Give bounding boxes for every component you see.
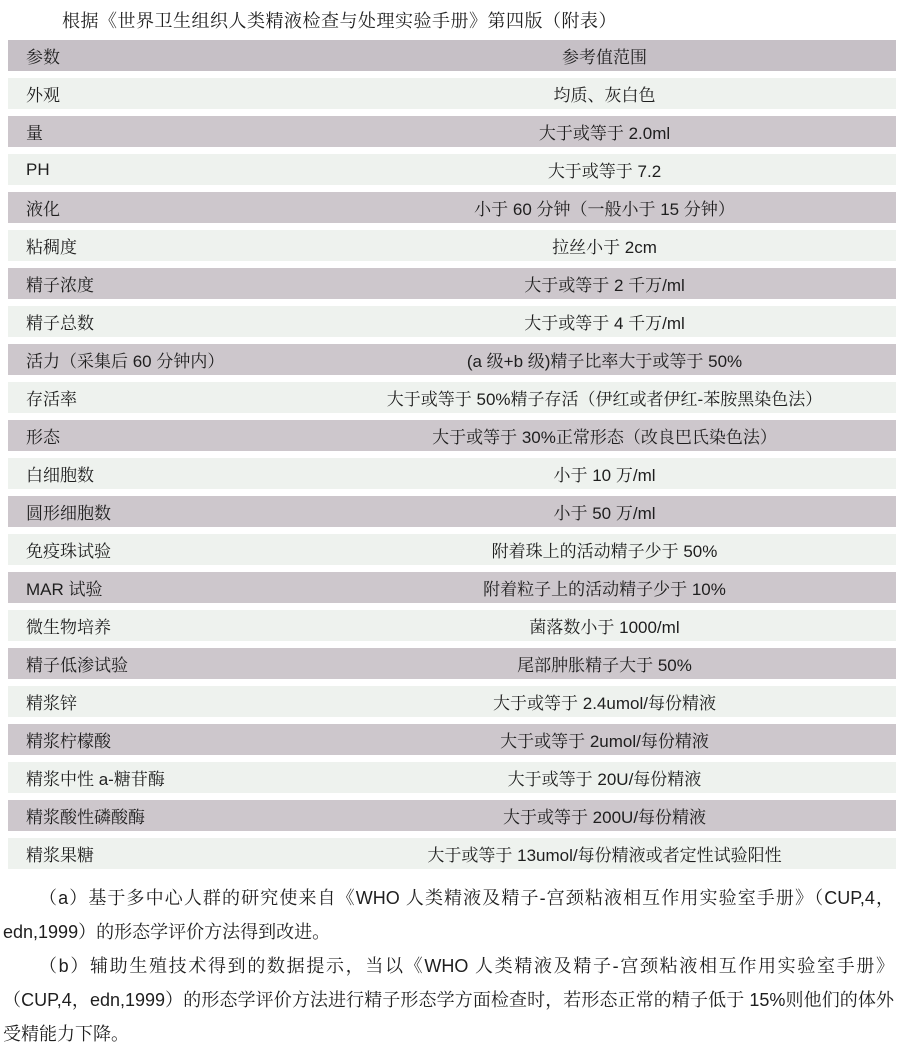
table-row	[8, 230, 896, 261]
table-body	[8, 78, 896, 869]
value-cell: 大于或等于 2.4umol/每份精液	[493, 694, 716, 713]
value-cell: 大于或等于 2umol/每份精液	[500, 732, 709, 751]
table-row	[8, 268, 896, 299]
param-cell: 精子低渗试验	[26, 656, 128, 675]
value-cell: 大于或等于 2.0ml	[538, 124, 671, 143]
page-title: 根据《世界卫生组织人类精液检查与处理实验手册》第四版（附表）	[62, 11, 617, 31]
param-cell: 形态	[26, 428, 60, 447]
table-row	[8, 344, 896, 375]
value-cell: 大于或等于 13umol/每份精液或者定性试验阳性	[427, 846, 782, 865]
value-cell: 均质、灰白色	[553, 86, 656, 105]
param-cell: 活力（采集后 60 分钟内）	[26, 352, 225, 371]
value-cell: (a 级+b 级)精子比率大于或等于 50%	[466, 352, 743, 371]
param-cell: 精子总数	[26, 314, 94, 333]
value-cell: 大于或等于 7.2	[547, 162, 662, 181]
table-row	[8, 192, 896, 223]
column-header-param: 参数	[26, 48, 60, 67]
value-cell: 小于 60 分钟（一般小于 15 分钟）	[474, 200, 735, 219]
value-cell: 附着粒子上的活动精子少于 10%	[483, 580, 726, 599]
param-cell: 精子浓度	[26, 276, 94, 295]
footnote: （a）基于多中心人群的研究使来自《WHO 人类精液及精子-宫颈粘液相互作用实验室手册》（CUP,4，edn,1999）的形态学评价方法得到改进。	[3, 888, 894, 942]
value-cell: 小于 10 万/ml	[553, 466, 656, 485]
param-cell: 精浆中性 a-糖苷酶	[26, 770, 165, 789]
value-cell: 菌落数小于 1000/ml	[529, 618, 680, 637]
table-row	[8, 762, 896, 793]
param-cell: 粘稠度	[26, 238, 77, 257]
param-cell: PH	[26, 159, 50, 179]
table-row	[8, 572, 896, 603]
value-cell: 大于或等于 20U/每份精液	[507, 770, 702, 789]
param-cell: MAR 试验	[26, 580, 103, 599]
table-row	[8, 648, 896, 679]
value-cell: 小于 50 万/ml	[553, 504, 656, 523]
value-cell: 附着珠上的活动精子少于 50%	[491, 542, 718, 561]
param-cell: 量	[26, 124, 43, 143]
value-cell: 大于或等于 30%正常形态（改良巴氏染色法）	[432, 428, 777, 447]
param-cell: 圆形细胞数	[26, 504, 111, 523]
table-row	[8, 154, 896, 185]
param-cell: 精浆酸性磷酸酶	[26, 808, 145, 827]
table-row	[8, 686, 896, 717]
param-cell: 外观	[26, 86, 60, 105]
column-header-range: 参考值范围	[562, 48, 647, 67]
value-cell: 大于或等于 4 千万/ml	[524, 314, 685, 333]
table-row	[8, 116, 896, 147]
table-row	[8, 420, 896, 451]
table-row	[8, 534, 896, 565]
value-cell: 大于或等于 200U/每份精液	[502, 808, 707, 827]
table-row	[8, 496, 896, 527]
param-cell: 存活率	[26, 390, 77, 409]
table-row	[8, 610, 896, 641]
table-row	[8, 78, 896, 109]
table-row	[8, 800, 896, 831]
param-cell: 液化	[26, 200, 60, 219]
table-row	[8, 306, 896, 337]
footnotes	[3, 881, 894, 1051]
value-cell: 大于或等于 2 千万/ml	[524, 276, 685, 295]
table-row	[8, 838, 896, 869]
value-cell: 尾部肿胀精子大于 50%	[517, 656, 692, 675]
table-row	[8, 724, 896, 755]
param-cell: 微生物培养	[26, 618, 111, 637]
param-cell: 免疫珠试验	[26, 542, 111, 561]
table-row	[8, 458, 896, 489]
param-cell: 精浆果糖	[26, 846, 94, 865]
param-cell: 白细胞数	[26, 466, 94, 485]
param-cell: 精浆柠檬酸	[26, 732, 111, 751]
table-row	[8, 382, 896, 413]
table-header-row	[8, 40, 896, 71]
value-cell: 拉丝小于 2cm	[552, 238, 657, 257]
param-cell: 精浆锌	[26, 694, 77, 713]
reference-table	[8, 40, 896, 869]
value-cell: 大于或等于 50%精子存活（伊红或者伊红-苯胺黑染色法）	[386, 390, 823, 409]
footnote: （b）辅助生殖技术得到的数据提示，当以《WHO 人类精液及精子-宫颈粘液相互作用实验室手册》（CUP,4，edn,1999）的形态学评价方法进行精子形态学方面检查时，若形态正常的精子低于 15%则他们的体外受精能力下降。	[3, 956, 894, 1044]
